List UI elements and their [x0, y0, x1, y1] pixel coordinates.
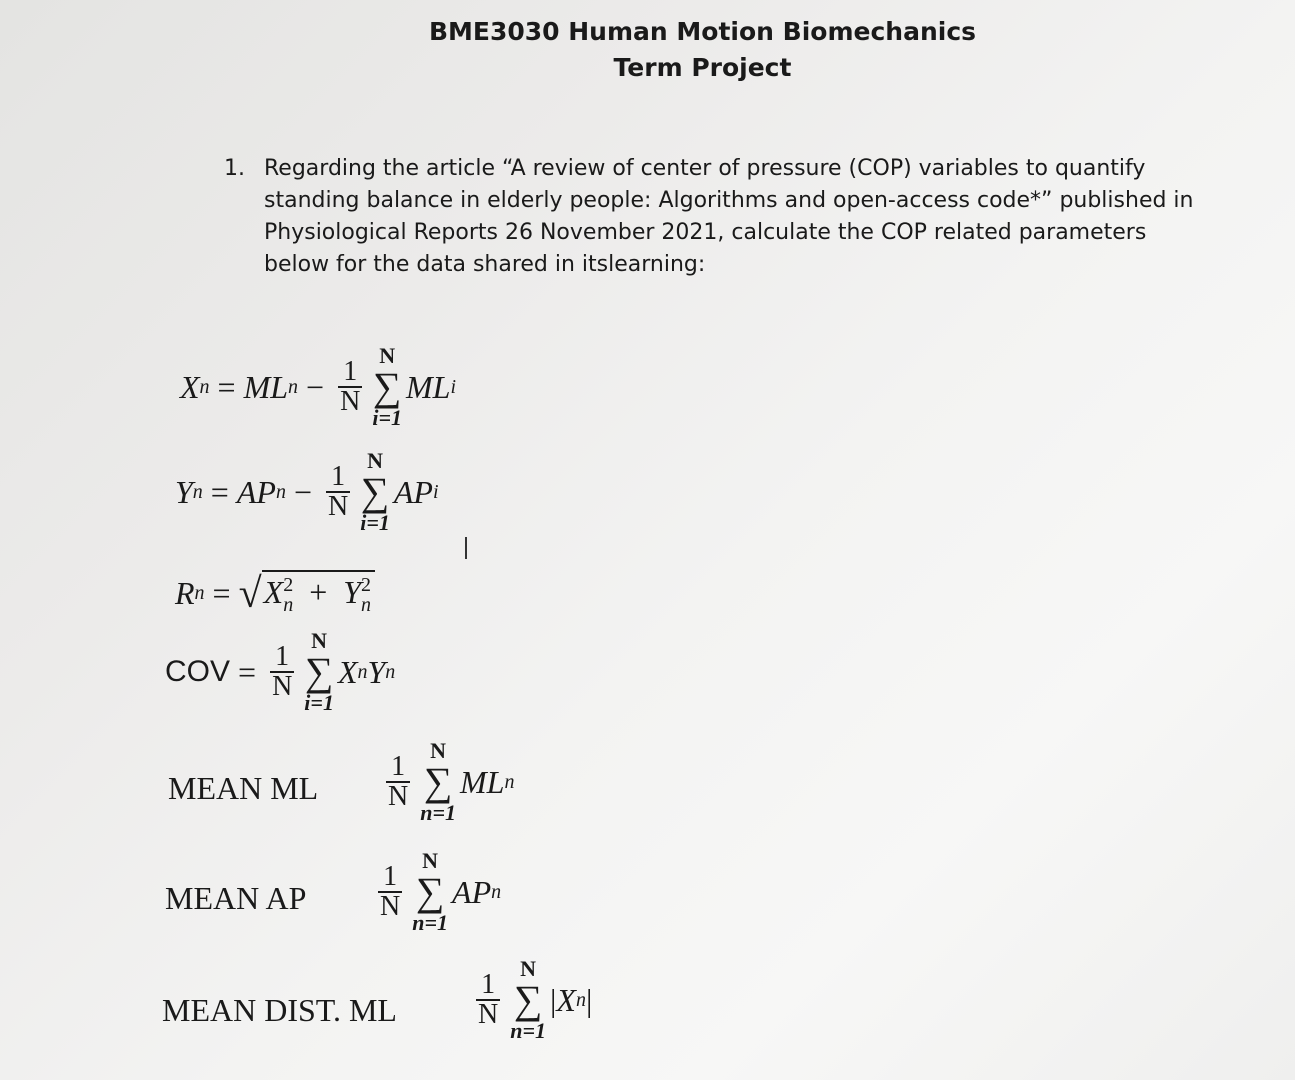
mean-ml-label: MEAN ML [168, 770, 319, 806]
rn-x-sub: n [283, 594, 294, 616]
yn-sum [360, 450, 390, 534]
yn-ap-i: AP [393, 473, 433, 510]
yn-ap-sub: n [275, 480, 286, 503]
xn-lhs-sub: n [199, 375, 210, 398]
mean-ap-sum-bot: n=1 [412, 910, 449, 935]
xn-fraction [338, 358, 362, 416]
xn-sum [372, 345, 402, 429]
mean-ml-frac-den: N [388, 781, 409, 812]
yn-lhs-sub: n [192, 480, 203, 503]
xn-ml-sub: n [288, 375, 299, 398]
formula-cov [165, 630, 395, 714]
project-subtitle: Term Project [613, 53, 792, 82]
formula-rn [175, 570, 375, 617]
mean-ml-var: ML [460, 763, 505, 800]
yn-ap-i-sub: i [432, 480, 439, 503]
mean-ap-sum [412, 850, 448, 934]
mean-ap-sub: n [491, 880, 502, 903]
sigma-icon: ∑ [513, 977, 543, 1022]
cov-eq: = [238, 653, 257, 690]
cov-sum-top: N [311, 628, 328, 653]
mean-ap-sum-top: N [422, 848, 439, 873]
mean-ap-fraction [378, 863, 402, 921]
xn-lhs: X [180, 368, 200, 405]
rn-x-sup: 2 [283, 574, 294, 596]
xn-frac-den: N [340, 386, 361, 417]
cov-fraction [270, 643, 294, 701]
rn-y-sub: n [361, 594, 372, 616]
mean-dist-ml-sub: n [575, 988, 586, 1011]
mean-ap-frac-den: N [380, 891, 401, 922]
abs-left-bar: | [550, 981, 557, 1018]
cov-y-sub: n [385, 660, 396, 683]
mean-dist-ml-fraction [476, 971, 500, 1029]
cov-y: Y [367, 653, 386, 690]
xn-ml: ML [243, 368, 289, 405]
mean-dist-ml-var: X [556, 981, 576, 1018]
mean-ml-sum-top: N [430, 738, 447, 763]
rn-plus: + [309, 574, 328, 610]
rn-y: Y [343, 574, 362, 610]
mean-ml-sum-bot: n=1 [420, 800, 457, 825]
sigma-icon: ∑ [372, 364, 402, 409]
sigma-icon: ∑ [423, 759, 453, 804]
sqrt [239, 570, 375, 617]
yn-lhs: Y [175, 473, 193, 510]
cov-x-sub: n [357, 660, 368, 683]
mean-dist-ml-frac-num: 1 [481, 969, 496, 1000]
xn-sum-top: N [379, 343, 396, 368]
mean-ap-var: AP [452, 873, 492, 910]
sqrt-icon: √ [238, 570, 262, 617]
sigma-icon: ∑ [360, 469, 390, 514]
rn-x: X [263, 574, 284, 610]
sigma-icon: ∑ [415, 869, 445, 914]
yn-minus: − [293, 473, 312, 510]
mean-ap-frac-num: 1 [383, 861, 398, 892]
xn-ml-i-sub: i [450, 375, 456, 398]
xn-sum-bot: i=1 [372, 405, 402, 430]
cov-frac-num: 1 [275, 641, 290, 672]
yn-ap: AP [236, 473, 276, 510]
xn-eq: = [217, 368, 236, 405]
xn-minus: − [306, 368, 325, 405]
question-number: 1. [224, 156, 245, 181]
yn-sum-bot: i=1 [360, 510, 390, 535]
formula-yn [175, 450, 439, 534]
rn-lhs-sub: n [194, 582, 205, 604]
mean-ap-label: MEAN AP [165, 880, 307, 916]
cov-sum [304, 630, 334, 714]
rn-y-sup: 2 [361, 574, 372, 596]
course-title: BME3030 Human Motion Biomechanics [428, 17, 977, 46]
mean-ml-fraction [386, 753, 410, 811]
mean-dist-ml-frac-den: N [478, 999, 499, 1030]
rn-lhs: R [175, 575, 195, 611]
cov-label: COV [165, 655, 231, 688]
sigma-icon: ∑ [304, 649, 334, 694]
mean-dist-ml-label: MEAN DIST. ML [162, 992, 397, 1028]
text-cursor-icon [465, 537, 467, 559]
mean-dist-ml-sum [510, 958, 546, 1042]
mean-ml-frac-num: 1 [391, 751, 406, 782]
xn-ml-i: ML [405, 368, 451, 405]
mean-ml-sub: n [504, 770, 515, 793]
cov-x: X [337, 653, 358, 690]
abs-right-bar: | [585, 981, 593, 1018]
formula-xn [180, 345, 456, 429]
formula-mean-dist-ml [470, 958, 592, 1042]
yn-fraction [326, 463, 350, 521]
yn-frac-num: 1 [331, 461, 346, 492]
yn-sum-top: N [367, 448, 383, 473]
yn-frac-den: N [327, 491, 349, 522]
mean-ml-sum [420, 740, 456, 824]
rn-eq: = [212, 575, 231, 611]
yn-eq: = [210, 473, 229, 510]
formula-mean-ml [380, 740, 514, 824]
mean-dist-ml-sum-top: N [520, 956, 537, 981]
xn-frac-num: 1 [343, 356, 358, 387]
mean-dist-ml-sum-bot: n=1 [510, 1018, 547, 1043]
formula-mean-ap [372, 850, 501, 934]
sqrt-content [262, 570, 375, 617]
question-block [224, 153, 1214, 281]
cov-sum-bot: i=1 [304, 690, 334, 715]
cov-frac-den: N [272, 671, 293, 702]
question-text: Regarding the article “A review of center of pressure (COP) variables to quantify standing balance in elderly people: Algorithms and open-access code*” published in Physiological Reports 26 November 2021, calculate the COP related parameters below for the data shared in itslearning: [264, 156, 1194, 277]
